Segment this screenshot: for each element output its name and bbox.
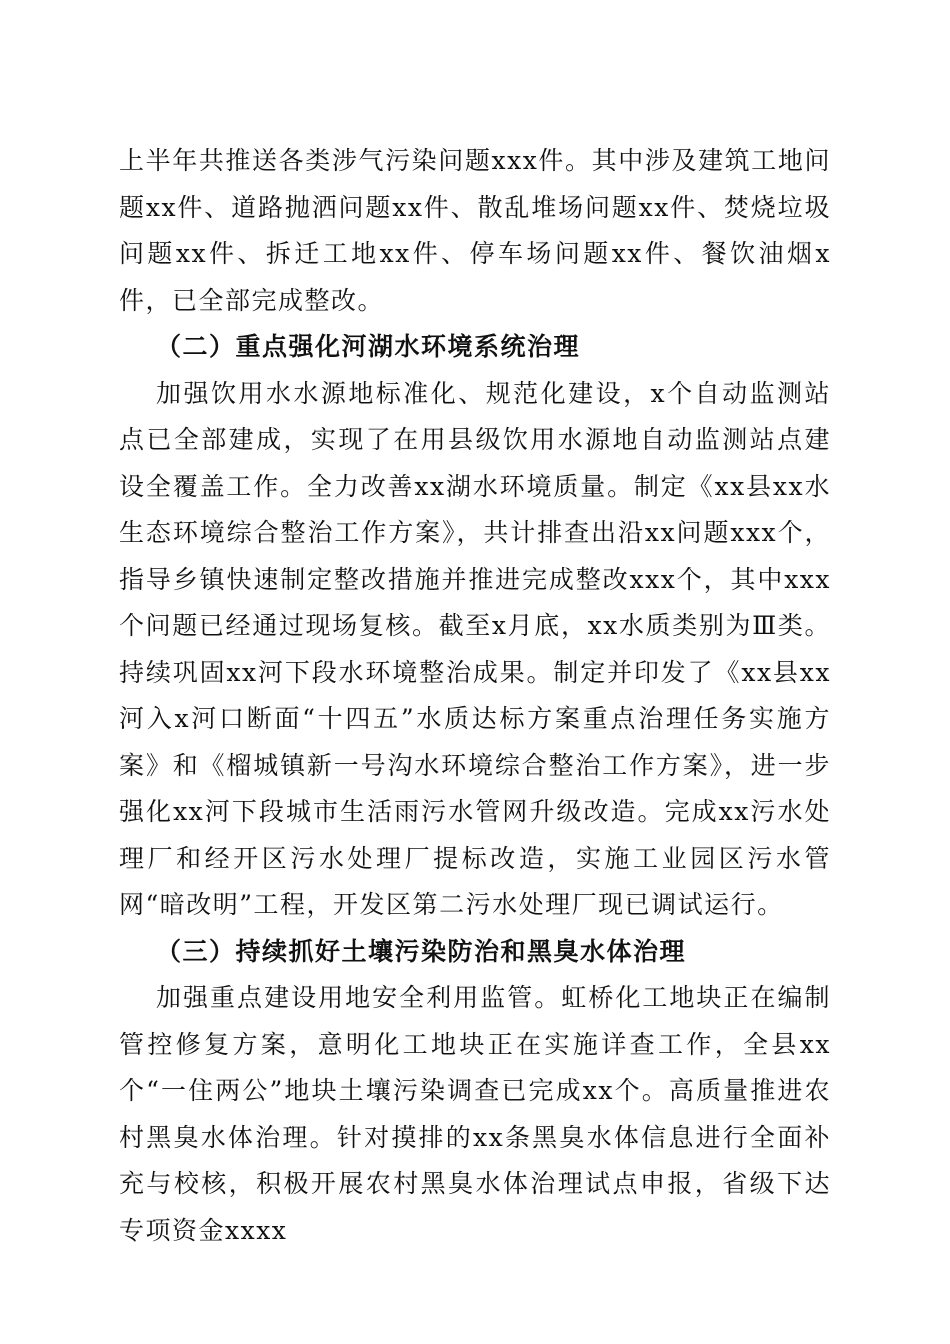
paragraph-water-environment: 加强饮用水水源地标准化、规范化建设，x个自动监测站点已全部建成，实现了在用县级饮用水源地自动监测站点建设全覆盖工作。全力改善xx湖水环境质量。制定《xx县xx水生态环境综合整治工作方案》，共计排查出沿xx问题xxx个，指导乡镇快速制定整改措施并推进完成整改xxx个，其中xxx个问题已经通过现场复核。截至x月底，xx水质类别为Ⅲ类。持续巩固xx河下段水环境整治成果。制定并印发了《xx县xx河入x河口断面“十四五”水质达标方案重点治理任务实施方案》和《榴城镇新一号沟水环境综合整治工作方案》，进一步强化xx河下段城市生活雨污水管网升级改造。完成xx污水处理厂和经开区污水处理厂提标改造，实施工业园区污水管网“暗改明”工程，开发区第二污水处理厂现已调试运行。 xyxy=(119,378,831,919)
document-body xyxy=(119,138,831,1254)
paragraph-soil-pollution: 加强重点建设用地安全利用监管。虹桥化工地块正在编制管控修复方案，意明化工地块正在实施详查工作，全县xx个“一住两公”地块土壤污染调查已完成xx个。高质量推进农村黑臭水体治理。针对摸排的xx条黑臭水体信息进行全面补充与校核，积极开展农村黑臭水体治理试点申报，省级下达专项资金xxxx xyxy=(119,983,831,1245)
section-heading-water: （二）重点强化河湖水环境系统治理 xyxy=(156,332,581,361)
section-heading-soil: （三）持续抓好土壤污染防治和黑臭水体治理 xyxy=(156,936,687,966)
paragraph-air-pollution: 上半年共推送各类涉气污染问题xxx件。其中涉及建筑工地问题xx件、道路抛洒问题xx件、散乱堆场问题xx件、焚烧垃圾问题xx件、拆迁工地xx件、停车场问题xx件、餐饮油烟x件，已全部完成整改。 xyxy=(119,146,831,315)
